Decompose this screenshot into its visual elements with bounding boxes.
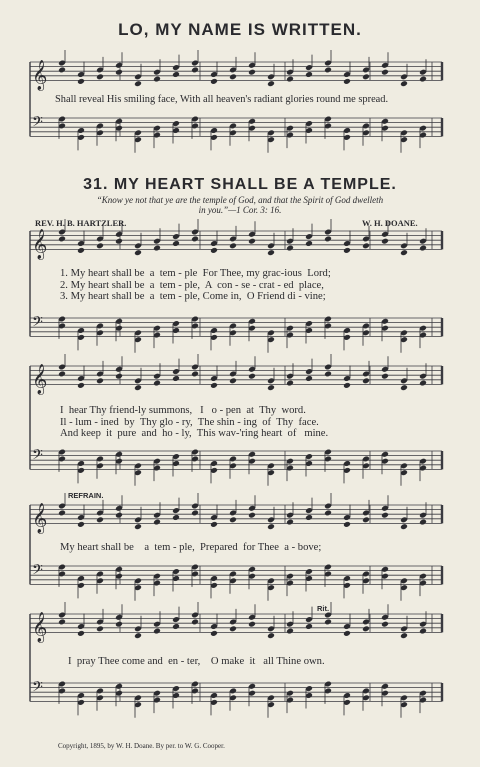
bass-clef-icon: 𝄢 bbox=[32, 314, 43, 334]
refrain-label: REFRAIN. bbox=[68, 491, 104, 500]
lyric-line: Il - lum - ined by Thy glo - ry, The shin - ing of Thy face. bbox=[60, 416, 319, 428]
lyric-line: 3. My heart shall be a tem - ple, Come in, O Friend di - vine; bbox=[60, 291, 326, 302]
verse-lyrics-block bbox=[60, 405, 328, 440]
epigraph-line: in you.”—1 Cor. 3: 16. bbox=[198, 205, 282, 215]
copyright-notice: Copyright, 1895, by W. H. Doane. By per. to W. G. Cooper. bbox=[58, 742, 225, 750]
treble-clef-icon: 𝄞 bbox=[32, 229, 48, 260]
bass-clef-icon: 𝄢 bbox=[32, 679, 43, 699]
verse-lyrics-block bbox=[60, 268, 331, 303]
treble-clef-icon: 𝄞 bbox=[32, 364, 48, 395]
lyric-line: My heart shall be a tem - ple, Prepared for Thee a - bove; bbox=[60, 542, 322, 553]
bass-clef-icon: 𝄢 bbox=[32, 447, 43, 467]
scripture-epigraph bbox=[0, 195, 480, 215]
lyric-line: I hear Thy friend-ly summons, I o - pen at Thy word. bbox=[60, 405, 306, 416]
lyric-line: 1. My heart shall be a tem - ple For Thee, my grac-ious Lord; bbox=[60, 268, 331, 279]
lyric-line: Shall reveal His smiling face, With all heaven's radiant glories round me spread. bbox=[55, 94, 389, 105]
bass-clef-icon: 𝄢 bbox=[32, 114, 43, 134]
composer-credit: W. H. DOANE. bbox=[362, 218, 418, 228]
epigraph-line: “Know ye not that ye are the temple of God, and that the Spirit of God dwelleth bbox=[96, 195, 384, 205]
hymn-title: MY HEART SHALL BE A TEMPLE. bbox=[113, 176, 397, 193]
lyric-line: 2. My heart shall be a tem - ple, A con - se - crat - ed place, bbox=[60, 279, 324, 291]
treble-clef-icon: 𝄞 bbox=[32, 612, 48, 643]
hymn-title: LO, MY NAME IS WRITTEN. bbox=[118, 20, 362, 39]
lyric-line: I pray Thee come and en - ter, O make it all Thine own. bbox=[68, 656, 325, 667]
hymn-title-row bbox=[0, 176, 480, 194]
bass-clef-icon: 𝄢 bbox=[32, 562, 43, 582]
lyric-line: And keep it pure and ho - ly, This wav-'ring heart of mine. bbox=[60, 428, 329, 439]
lyricist-credit: REV. H. B. HARTZLER. bbox=[35, 218, 127, 228]
ritardando-label: Rit. bbox=[317, 604, 330, 613]
treble-clef-icon: 𝄞 bbox=[32, 503, 48, 534]
treble-clef-icon: 𝄞 bbox=[32, 60, 48, 91]
hymn-number: 31. bbox=[83, 176, 109, 193]
